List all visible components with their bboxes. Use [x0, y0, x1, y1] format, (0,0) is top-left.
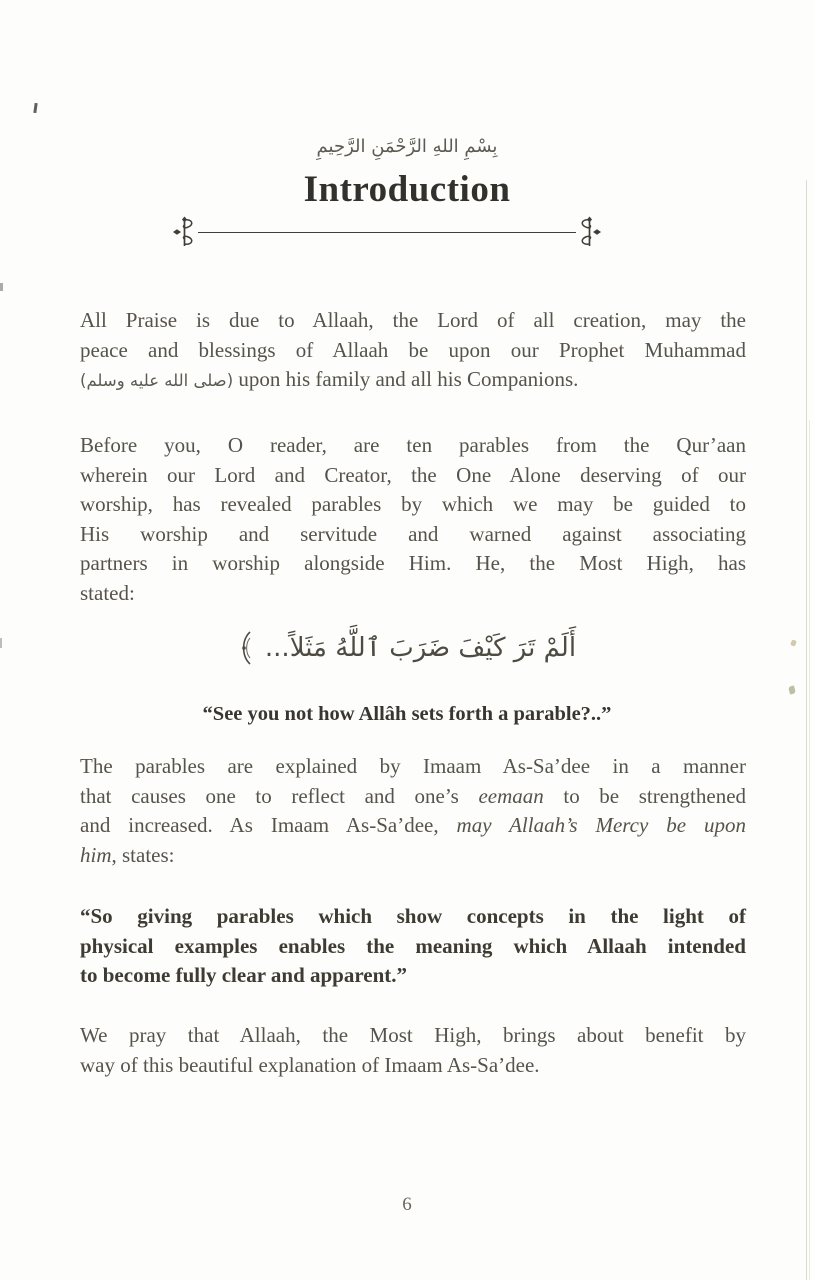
text-segment: to be strengthened — [563, 783, 747, 808]
text-line: We pray that Allaah, the Most High, brings about benefit by — [80, 1023, 746, 1047]
paragraph-explanation — [80, 752, 746, 870]
scan-artifact — [0, 283, 3, 291]
quran-verse-arabic: أَلَمْ تَرَ كَيْفَ ضَرَبَ ٱللَّهُ مَثَلاً... — [264, 633, 577, 663]
text-line: physical examples enables the meaning which Allaah intended — [80, 933, 746, 958]
scan-artifact — [33, 103, 37, 113]
text-line: The parables are explained by Imaam As-Sa’dee in a manner — [80, 754, 746, 778]
scan-artifact — [788, 685, 796, 694]
text-line: partners in worship alongside Him. He, the Most High, has — [80, 551, 746, 576]
italic-term: eemaan — [478, 783, 544, 808]
text-line: His worship and servitude and warned against associating — [80, 521, 746, 546]
paragraph-opening — [80, 306, 746, 396]
page-title: Introduction — [303, 169, 511, 210]
bismillah-text: بِسْمِ اللهِ الرَّحْمَنِ الرَّحِيمِ — [316, 136, 498, 157]
text-line — [80, 811, 746, 841]
ayah-ornament-icon — [238, 630, 253, 666]
text-line — [80, 782, 746, 812]
text-line: to become fully clear and apparent.” — [80, 963, 408, 988]
paragraph-closing — [80, 1021, 746, 1080]
quote-paragraph — [80, 902, 746, 991]
paragraph-overview — [80, 431, 746, 609]
divider-ornament-right-icon — [576, 216, 602, 248]
text-line: All Praise is due to Allaah, the Lord of all creation, may the — [80, 308, 746, 332]
text-line: Before you, O reader, are ten parables from the Qur’aan — [80, 433, 746, 457]
scan-artifact — [0, 638, 2, 648]
divider-line — [198, 232, 576, 233]
text-segment: , states: — [111, 842, 175, 867]
text-line — [80, 841, 746, 871]
salawat-arabic: (صلى الله عليه وسلم) — [80, 371, 234, 391]
italic-phrase: may Allaah’s Mercy be upon — [456, 813, 746, 838]
text-line: worship, has revealed parables by which we may be guided to — [80, 492, 746, 517]
verse-translation: “See you not how Allâh sets forth a parable?..” — [202, 703, 612, 725]
quran-verse-block — [0, 626, 814, 670]
text-segment: upon his family and all his Companions. — [238, 367, 579, 392]
page-edge-shadow — [806, 180, 807, 1280]
text-line: way of this beautiful explanation of Imaam As-Sa’dee. — [80, 1052, 540, 1077]
page-edge-shadow — [809, 420, 810, 1280]
text-line: “So giving parables which show concepts in the light of — [80, 904, 746, 928]
text-line — [80, 365, 746, 396]
italic-phrase: him — [80, 842, 112, 867]
text-line: stated: — [80, 580, 135, 605]
section-divider — [172, 216, 602, 248]
text-segment: that causes one to reflect and one’s — [80, 783, 459, 808]
text-segment: and increased. As Imaam As-Sa’dee, — [80, 813, 439, 838]
page-number: 6 — [402, 1194, 412, 1215]
text-line: wherein our Lord and Creator, the One Alone deserving of our — [80, 462, 746, 487]
divider-ornament-left-icon — [172, 216, 198, 248]
text-line: peace and blessings of Allaah be upon our Prophet Muhammad — [80, 337, 746, 362]
